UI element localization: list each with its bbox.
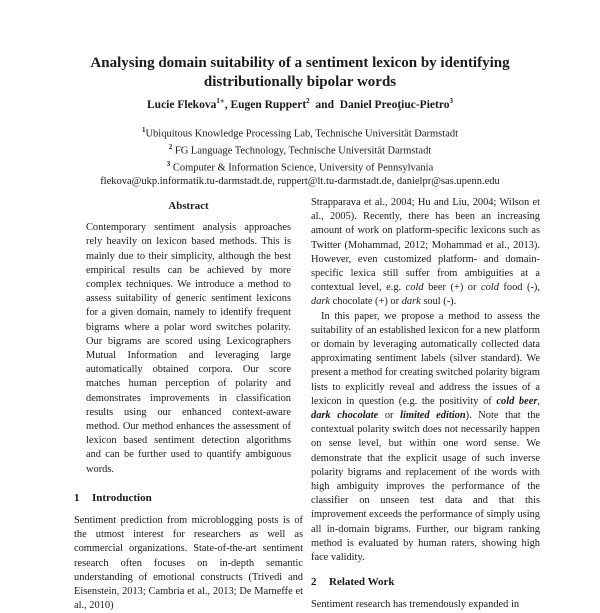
paragraph <box>311 196 540 310</box>
section-number: 1 <box>74 491 80 504</box>
author-marker: 3 <box>449 97 453 105</box>
author-and: and <box>315 98 334 111</box>
bold-italic-term: dark chocolate <box>311 410 379 422</box>
paper-title: Analysing domain suitability of a sentiment lexicon by identifying distributionally bipolar words <box>90 55 510 90</box>
affiliation-line <box>40 158 560 175</box>
affiliation-marker: 2 <box>168 143 173 152</box>
author-name: Lucie Flekova <box>147 98 217 111</box>
text-run: soul (-). <box>420 296 457 308</box>
affiliation-text: Ubiquitous Knowledge Processing Lab, Technische Universität Darmstadt <box>145 128 459 140</box>
italic-term: dark <box>401 296 421 308</box>
left-column <box>74 199 303 613</box>
italic-term: cold <box>405 282 424 294</box>
italic-term: cold <box>481 282 499 294</box>
affiliation-line <box>40 124 560 141</box>
author-name: Daniel Preoţiuc-Pietro <box>339 98 450 111</box>
affiliation-marker: 3 <box>166 160 171 169</box>
text-run: beer (+) or <box>423 282 481 294</box>
author-line <box>60 94 540 112</box>
bold-italic-term: limited edition <box>400 410 466 422</box>
right-column <box>311 196 540 613</box>
affiliation-text: Computer & Information Science, University of Pennsylvania <box>170 162 434 174</box>
text-run: or <box>378 410 401 422</box>
affiliation-text: FG Language Technology, Technische Universität Darmstadt <box>172 145 432 157</box>
section-title: Related Work <box>329 576 395 589</box>
text-run: , <box>537 395 541 407</box>
related-work-text: Sentiment research has tremendously expanded in <box>311 599 520 611</box>
abstract-heading: Abstract <box>168 200 209 212</box>
text-run: ). Note that the contextual polarity switch does not necessarily happen on sense level, but within one word sense. We demonstrate that the explicit usage of such inverse polarity bigrams and replacement of the words with high ambiguity improves the performance of the classifier on unseen test data and that this improvement exceeds the performance of simply using all in-domain bigrams. Further, our bigram ranking method is evaluated by human raters, showing high face validity. <box>311 410 541 564</box>
affiliations <box>40 124 560 189</box>
author-name: Eugen Ruppert <box>230 98 307 111</box>
affiliation-marker: 1 <box>141 126 146 134</box>
section-heading-introduction <box>74 491 303 505</box>
author-marker: 2 <box>306 97 310 105</box>
author-separator: , <box>224 98 228 111</box>
section-title: Introduction <box>92 491 152 504</box>
author-marker: 1∗ <box>216 97 225 105</box>
introduction-text: Sentiment prediction from microblogging posts is of the utmost interest for researchers as well as commercial organizations. State-of-the-art sentiment research often focuses on in-depth semantic understanding of emotional constructs (Trivedi and Eisenstein, 2013; Cambria et al., 2013; De Marneffe et al., 2010) <box>74 515 303 612</box>
affiliation-line <box>40 141 560 158</box>
text-run: chocolate (+) or <box>330 296 402 308</box>
section-number: 2 <box>311 576 317 589</box>
italic-term: dark <box>311 296 331 308</box>
abstract-text: Contemporary sentiment analysis approaches rely heavily on lexicon based methods. This is mainly due to their simplicity, although the best empirical results can be achieved by more complex techniques. We introduce a method to assess suitability of generic sentiment lexicons for a given domain, namely to identify frequent bigrams where a polar word switches polarity. Our bigrams are scored using Lexicographers Mutual Information and leveraging large automatically obtained corpora. Our score matches human perception of polarity and demonstrates improvements in classification results using our enhanced context-aware method. Our method enhances the assessment of lexicon based sentiment detection algorithms and can be further used to quantify ambiguous words. <box>86 222 291 475</box>
paragraph <box>311 310 540 566</box>
email-line: flekova@ukp.informatik.tu-darmstadt.de, ruppert@lt.tu-darmstadt.de, danielpr@sas.upenn.edu <box>100 176 500 188</box>
text-run: food (-), <box>498 282 540 294</box>
text-run: Strapparava et al., 2004; Hu and Liu, 2004; Wilson et al., 2005). Recently, there has been an increasing amount of work on platform-specific lexicons such as Twitter (Mohammad, 2012; Mohammad et al., 2013). However, even customized platform- and domain-specific lexica still suffer from ambiguities at a contextual level, e.g. <box>311 197 540 294</box>
section-heading-related-work <box>311 575 540 589</box>
text-run: In this paper, we propose a method to assess the suitability of an established lexicon for a new platform or domain by leveraging automatically collected data approximating sentiment labels (silver standard). We present a method for creating switched polarity bigram lists to explicitly reveal and address the issues of a lexicon in question (e.g. the positivity of <box>311 310 540 407</box>
bold-italic-term: cold beer <box>496 395 538 407</box>
abstract-body <box>74 221 303 477</box>
